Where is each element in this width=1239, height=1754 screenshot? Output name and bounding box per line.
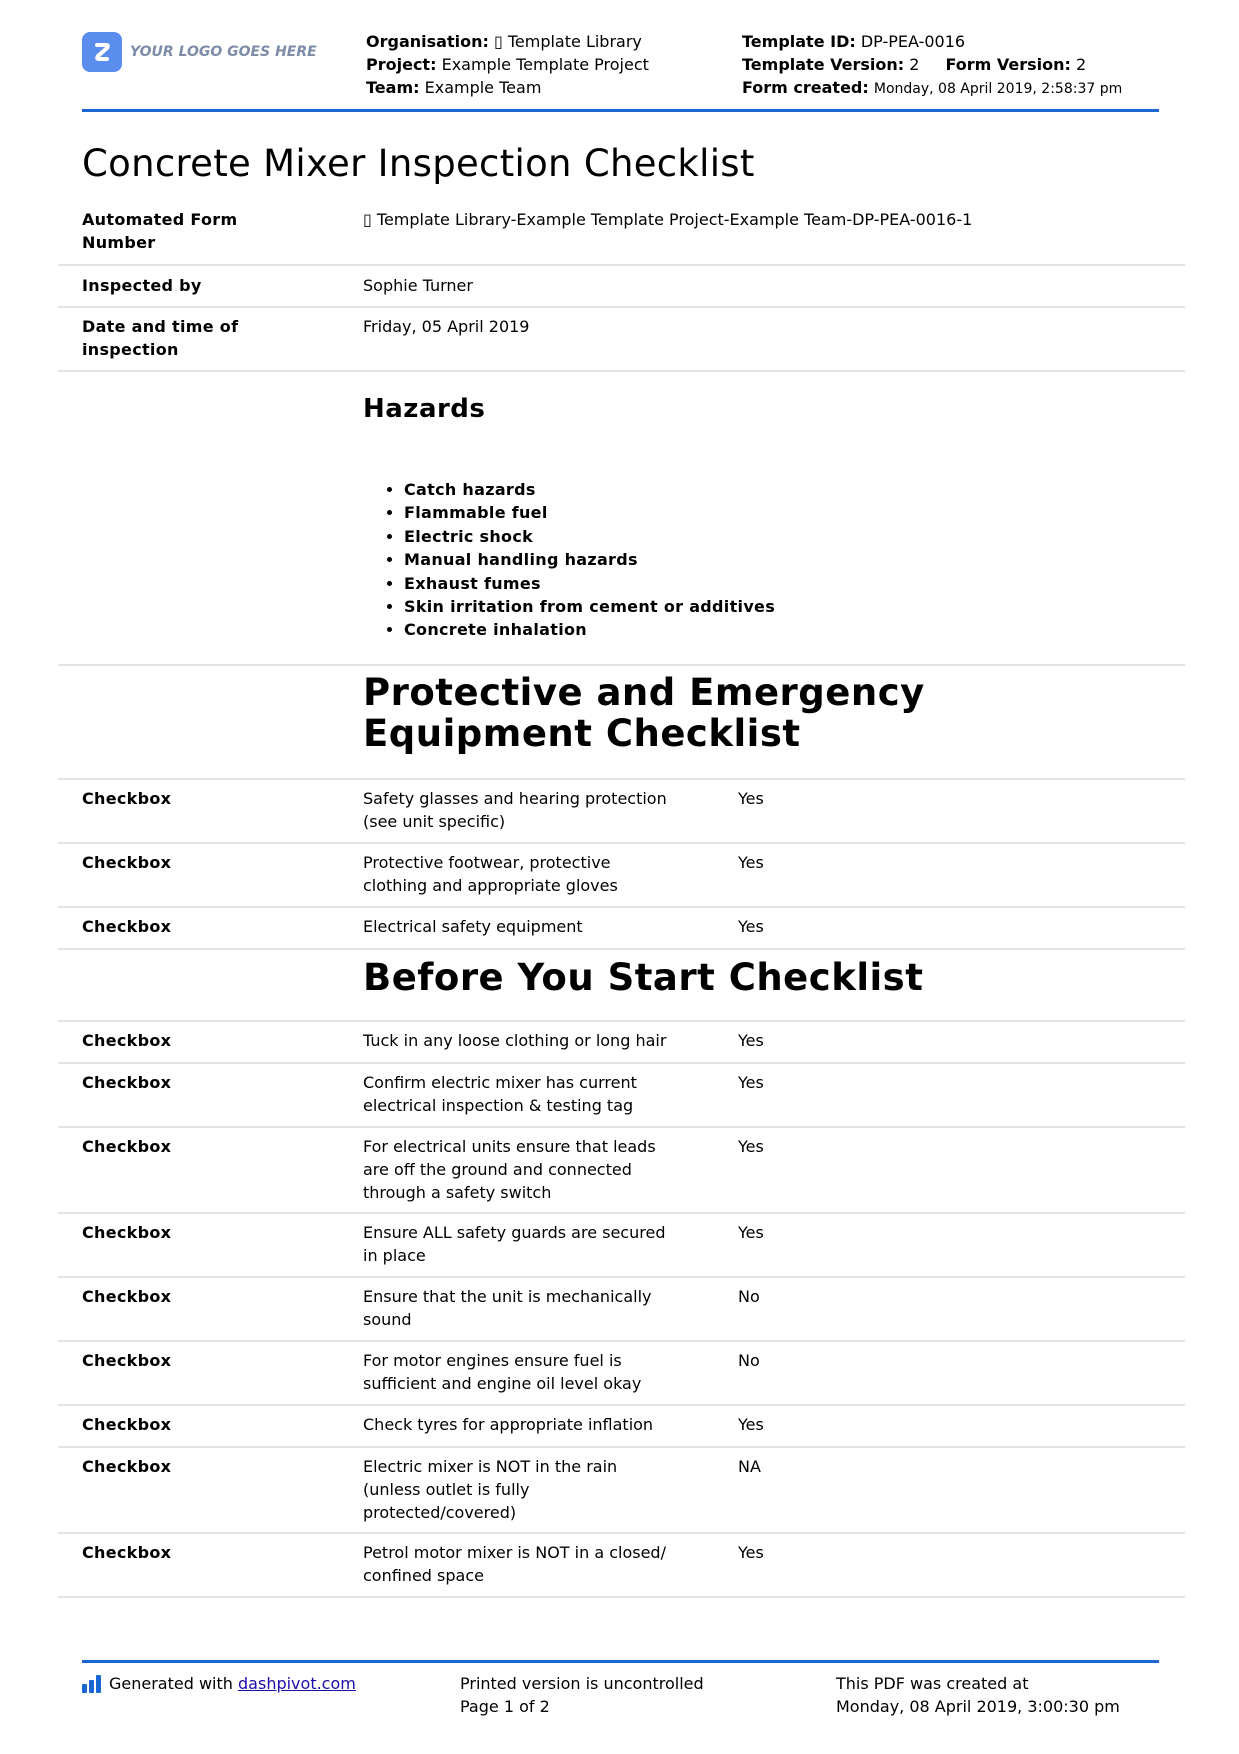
- checklist-answer: No: [738, 1351, 760, 1370]
- page-title: Concrete Mixer Inspection Checklist: [82, 142, 755, 185]
- checklist-item-text: Safety glasses and hearing protection (see unit specific): [363, 789, 667, 831]
- checklist-item-text: Petrol motor mixer is NOT in a closed/ confined space: [363, 1543, 666, 1585]
- info-label: Automated Form Number: [82, 210, 238, 252]
- template-version-label: Template Version:: [742, 55, 905, 74]
- info-row: [58, 308, 1185, 372]
- list-item: • Electric shock: [404, 525, 775, 548]
- project-value: Example Template Project: [441, 55, 649, 74]
- template-id-label: Template ID:: [742, 32, 856, 51]
- header-divider: [82, 109, 1159, 112]
- dashpivot-link[interactable]: dashpivot.com: [238, 1674, 356, 1693]
- list-item: • Flammable fuel: [404, 501, 775, 524]
- checklist-row: [58, 1342, 1185, 1406]
- checkbox-label: Checkbox: [82, 1031, 172, 1050]
- checklist-answer: Yes: [738, 853, 764, 872]
- logo-text: YOUR LOGO GOES HERE: [130, 44, 317, 60]
- uncontrolled-note: Printed version is uncontrolled: [460, 1674, 704, 1693]
- info-row: [58, 266, 1185, 308]
- before-heading: Before You Start Checklist: [363, 956, 924, 999]
- checklist-item-text: Check tyres for appropriate inflation: [363, 1415, 654, 1434]
- checklist-answer: Yes: [738, 1031, 764, 1050]
- checkbox-label: Checkbox: [82, 1073, 172, 1092]
- checklist-answer: Yes: [738, 1223, 764, 1242]
- checkbox-label: Checkbox: [82, 1415, 172, 1434]
- info-label: Inspected by: [82, 276, 202, 295]
- team-label: Team:: [366, 78, 420, 97]
- checkbox-label: Checkbox: [82, 917, 172, 936]
- checklist-item-text: Protective footwear, protective clothing and appropriate gloves: [363, 853, 618, 895]
- header-template-block: [742, 30, 1122, 101]
- footer-divider: [82, 1660, 1159, 1663]
- form-version-value: 2: [1075, 55, 1087, 74]
- checklist-row: [58, 1448, 1185, 1534]
- checklist-row: [58, 1022, 1185, 1064]
- checklist-item-text: Electrical safety equipment: [363, 917, 583, 936]
- team-value: Example Team: [424, 78, 542, 97]
- checkbox-label: Checkbox: [82, 1287, 172, 1306]
- checklist-answer: NA: [738, 1457, 761, 1476]
- template-id-value: DP-PEA-0016: [860, 32, 966, 51]
- checklist-row: [58, 1128, 1185, 1214]
- page-number: Page 1 of 2: [460, 1697, 550, 1716]
- checklist-item-text: Tuck in any loose clothing or long hair: [363, 1031, 667, 1050]
- project-label: Project:: [366, 55, 437, 74]
- checkbox-label: Checkbox: [82, 1137, 172, 1156]
- checklist-answer: No: [738, 1287, 760, 1306]
- checkbox-label: Checkbox: [82, 789, 172, 808]
- checklist-item-text: Electric mixer is NOT in the rain (unless outlet is fully protected/covered): [363, 1457, 618, 1522]
- checklist-answer: Yes: [738, 1415, 764, 1434]
- checklist-item-text: For electrical units ensure that leads are off the ground and connected through a safety switch: [363, 1137, 656, 1202]
- hazards-heading: Hazards: [363, 394, 486, 424]
- template-version-value: 2: [909, 55, 920, 74]
- info-value: ▯ Template Library-Example Template Project-Example Team-DP-PEA-0016-1: [363, 210, 973, 229]
- checklist-answer: Yes: [738, 789, 764, 808]
- checklist-row: [58, 844, 1185, 908]
- info-label: Date and time of inspection: [82, 317, 239, 359]
- checklist-answer: Yes: [738, 1137, 764, 1156]
- checklist-row: [58, 780, 1185, 844]
- hazards-list: [404, 478, 775, 642]
- form-created-label: Form created:: [742, 78, 869, 97]
- org-label: Organisation:: [366, 32, 489, 51]
- footer-page-info: [460, 1672, 704, 1718]
- info-value: Friday, 05 April 2019: [363, 317, 530, 336]
- info-value: Sophie Turner: [363, 276, 473, 295]
- checkbox-label: Checkbox: [82, 1351, 172, 1370]
- info-row: [58, 200, 1185, 266]
- checklist-row: [58, 908, 1185, 950]
- generated-with: [82, 1672, 356, 1695]
- checkbox-label: Checkbox: [82, 1223, 172, 1242]
- checklist-answer: Yes: [738, 917, 764, 936]
- protective-heading: Protective and Emergency Equipment Checklist: [363, 671, 925, 755]
- logo-icon: [82, 32, 122, 72]
- checklist-row: [58, 1406, 1185, 1448]
- list-item: • Catch hazards: [404, 478, 775, 501]
- checkbox-label: Checkbox: [82, 1543, 172, 1562]
- created-prefix: This PDF was created at: [836, 1674, 1029, 1693]
- list-item: • Manual handling hazards: [404, 548, 775, 571]
- checklist-row: [58, 1064, 1185, 1128]
- list-item: • Skin irritation from cement or additives: [404, 595, 775, 618]
- created-value: Monday, 08 April 2019, 3:00:30 pm: [836, 1697, 1120, 1716]
- generated-prefix: Generated with: [109, 1674, 233, 1693]
- checklist-row: [58, 1534, 1185, 1598]
- checklist-answer: Yes: [738, 1073, 764, 1092]
- form-created-value: Monday, 08 April 2019, 2:58:37 pm: [873, 81, 1123, 97]
- checkbox-label: Checkbox: [82, 853, 172, 872]
- list-item: • Exhaust fumes: [404, 572, 775, 595]
- checklist-item-text: Confirm electric mixer has current electrical inspection & testing tag: [363, 1073, 637, 1115]
- checkbox-label: Checkbox: [82, 1457, 172, 1476]
- form-version-label: Form Version:: [945, 55, 1071, 74]
- checklist-row: [58, 1278, 1185, 1342]
- header-org-block: [366, 30, 649, 99]
- list-item: • Concrete inhalation: [404, 618, 775, 641]
- bar-chart-icon: [82, 1675, 101, 1693]
- org-value: ▯ Template Library: [493, 32, 642, 51]
- logo: [82, 32, 317, 72]
- checklist-row: [58, 1214, 1185, 1278]
- footer-created: [836, 1672, 1120, 1718]
- checklist-item-text: Ensure that the unit is mechanically sound: [363, 1287, 652, 1329]
- checklist-answer: Yes: [738, 1543, 764, 1562]
- checklist-item-text: Ensure ALL safety guards are secured in place: [363, 1223, 666, 1265]
- page-header: [82, 28, 1159, 110]
- checklist-item-text: For motor engines ensure fuel is sufficient and engine oil level okay: [363, 1351, 642, 1393]
